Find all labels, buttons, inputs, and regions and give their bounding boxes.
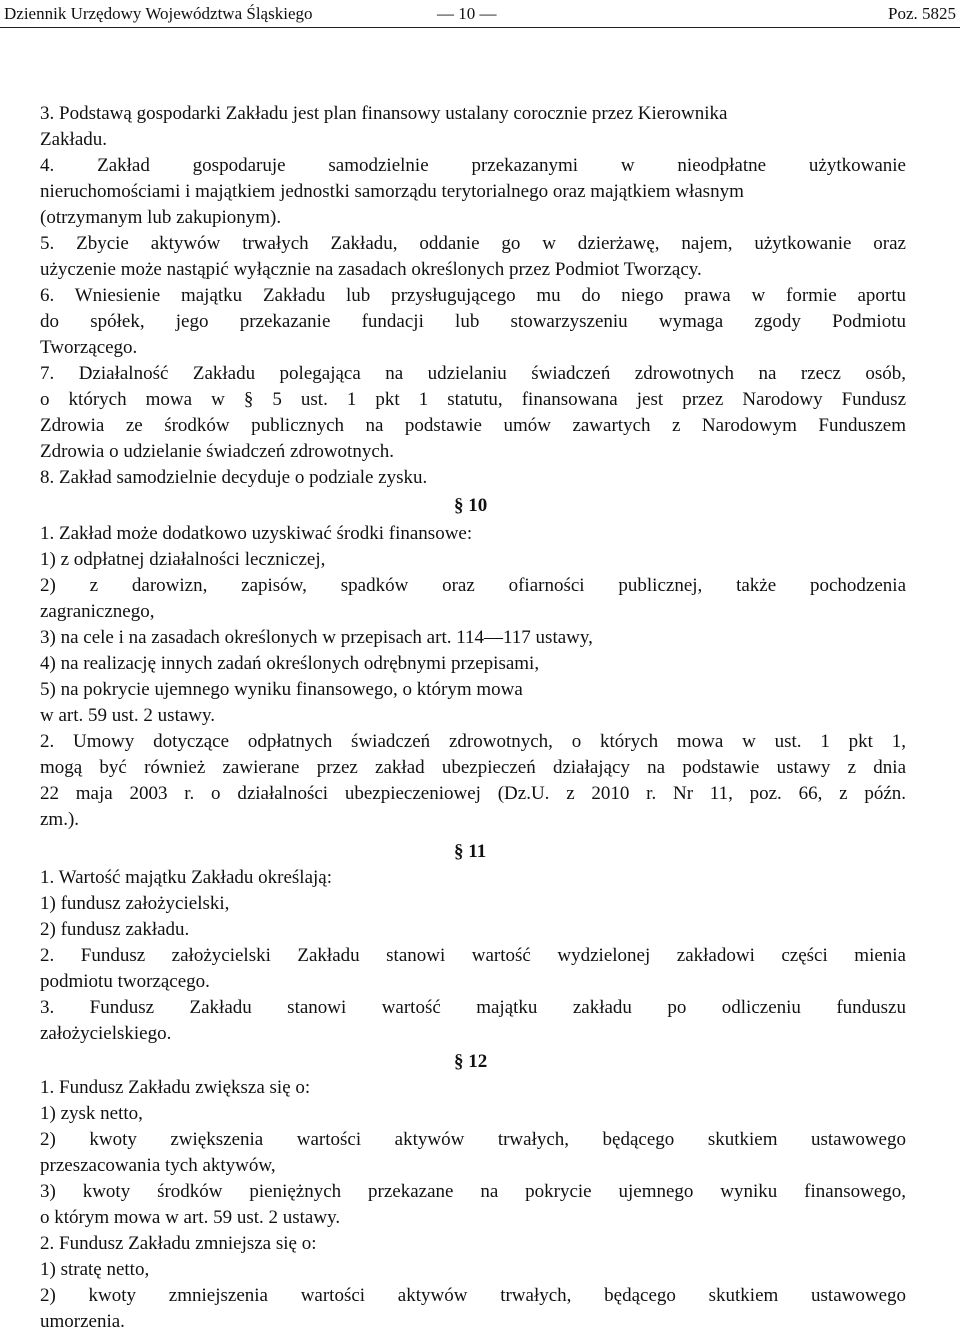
text-line: 1. Zakład może dodatkowo uzyskiwać środki finansowe: bbox=[40, 523, 473, 544]
text-line: 1) z odpłatnej działalności leczniczej, bbox=[40, 549, 326, 570]
text-line: zagranicznego, bbox=[40, 601, 155, 622]
section-heading: § 12 bbox=[454, 1051, 488, 1072]
text-line: 4. Zakład gospodaruje samodzielnie przekazanymi w nieodpłatne użytkowanie bbox=[40, 155, 906, 176]
header-rule bbox=[0, 27, 960, 28]
text-line: umorzenia. bbox=[40, 1311, 125, 1332]
text-line: podmiotu tworzącego. bbox=[40, 971, 210, 992]
text-line: 2. Fundusz Zakładu zmniejsza się o: bbox=[40, 1233, 317, 1254]
text-line: mogą być również zawierane przez zakład ubezpieczeń działający na podstawie ustawy z dnia bbox=[40, 757, 906, 778]
text-line: 1) stratę netto, bbox=[40, 1259, 150, 1280]
text-line: 8. Zakład samodzielnie decyduje o podziale zysku. bbox=[40, 467, 428, 488]
position-number: Poz. 5825 bbox=[888, 4, 956, 23]
text-line: 2) z darowizn, zapisów, spadków oraz ofiarności publicznej, także pochodzenia bbox=[40, 575, 906, 596]
journal-title: Dziennik Urzędowy Województwa Śląskiego bbox=[4, 4, 313, 23]
text-line: Zdrowia ze środków publicznych na podstawie umów zawartych z Narodowym Funduszem bbox=[40, 415, 906, 436]
text-line: nieruchomościami i majątkiem jednostki samorządu terytorialnego oraz majątkiem własnym bbox=[40, 181, 744, 202]
text-line: 22 maja 2003 r. o działalności ubezpieczeniowej (Dz.U. z 2010 r. Nr 11, poz. 66, z późn. bbox=[40, 783, 906, 804]
text-line: 3) na cele i na zasadach określonych w przepisach art. 114—117 ustawy, bbox=[40, 627, 593, 648]
text-line: użyczenie może nastąpić wyłącznie na zasadach określonych przez Podmiot Tworzący. bbox=[40, 259, 702, 280]
text-line: 2) kwoty zwiększenia wartości aktywów trwałych, będącego skutkiem ustawowego bbox=[40, 1129, 906, 1150]
text-line: 5. Zbycie aktywów trwałych Zakładu, oddanie go w dzierżawę, najem, użytkowanie oraz bbox=[40, 233, 906, 254]
text-line: 2. Umowy dotyczące odpłatnych świadczeń zdrowotnych, o których mowa w ust. 1 pkt 1, bbox=[40, 731, 906, 752]
text-line: 3. Podstawą gospodarki Zakładu jest plan finansowy ustalany corocznie przez Kierownika bbox=[40, 103, 728, 124]
text-line: przeszacowania tych aktywów, bbox=[40, 1155, 276, 1176]
text-line: 3. Fundusz Zakładu stanowi wartość majątku zakładu po odliczeniu funduszu bbox=[40, 997, 906, 1018]
text-line: 2. Fundusz założycielski Zakładu stanowi wartość wydzielonej zakładowi części mienia bbox=[40, 945, 906, 966]
page-number: — 10 — bbox=[437, 4, 497, 23]
text-line: założycielskiego. bbox=[40, 1023, 172, 1044]
text-line: do spółek, jego przekazanie fundacji lub stowarzyszeniu wymaga zgody Podmiotu bbox=[40, 311, 906, 332]
text-line: zm.). bbox=[40, 809, 80, 830]
section-heading: § 11 bbox=[454, 841, 487, 862]
text-line: 1. Fundusz Zakładu zwiększa się o: bbox=[40, 1077, 311, 1098]
text-line: Tworzącego. bbox=[40, 337, 138, 358]
text-line: 4) na realizację innych zadań określonych odrębnymi przepisami, bbox=[40, 653, 540, 674]
text-line: 1. Wartość majątku Zakładu określają: bbox=[40, 867, 332, 888]
text-line: 2) fundusz zakładu. bbox=[40, 919, 190, 940]
text-line: 3) kwoty środków pieniężnych przekazane na pokrycie ujemnego wyniku finansowego, bbox=[40, 1181, 906, 1202]
text-line: 2) kwoty zmniejszenia wartości aktywów trwałych, będącego skutkiem ustawowego bbox=[40, 1285, 906, 1306]
section-heading: § 10 bbox=[454, 495, 488, 516]
text-line: (otrzymanym lub zakupionym). bbox=[40, 207, 282, 228]
text-line: 1) fundusz założycielski, bbox=[40, 893, 230, 914]
text-line: o których mowa w § 5 ust. 1 pkt 1 statutu, finansowana jest przez Narodowy Fundusz bbox=[40, 389, 906, 410]
text-line: 1) zysk netto, bbox=[40, 1103, 143, 1124]
text-line: 5) na pokrycie ujemnego wyniku finansowego, o którym mowa bbox=[40, 679, 523, 700]
text-line: Zdrowia o udzielanie świadczeń zdrowotnych. bbox=[40, 441, 395, 462]
text-line: w art. 59 ust. 2 ustawy. bbox=[40, 705, 216, 726]
text-line: Zakładu. bbox=[40, 129, 108, 150]
page-header bbox=[0, 0, 960, 28]
text-line: o którym mowa w art. 59 ust. 2 ustawy. bbox=[40, 1207, 341, 1228]
text-line: 6. Wniesienie majątku Zakładu lub przysługującego mu do niego prawa w formie aportu bbox=[40, 285, 906, 306]
text-line: 7. Działalność Zakładu polegająca na udzielaniu świadczeń zdrowotnych na rzecz osób, bbox=[40, 363, 906, 384]
